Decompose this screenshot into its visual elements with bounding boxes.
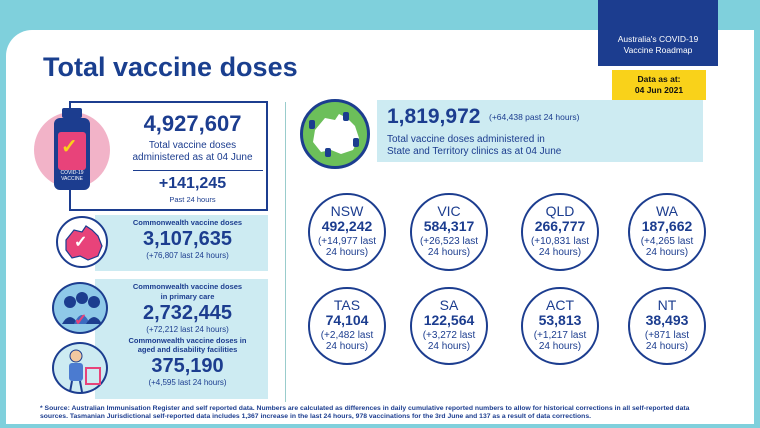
state-value: 74,104 — [325, 312, 369, 328]
state-delta-line1: (+14,977 last — [317, 235, 377, 247]
commonwealth-doses-sub: (+76,807 last 24 hours) — [146, 250, 229, 260]
state-delta-line2: 24 hours) — [325, 341, 369, 353]
state-delta-line2: 24 hours) — [538, 247, 582, 259]
state-delta — [523, 330, 597, 353]
state-value: 584,317 — [423, 218, 475, 234]
state-delta — [630, 236, 704, 259]
state-value: 53,813 — [538, 312, 582, 328]
aged-care-sub: (+4,595 last 24 hours) — [148, 378, 227, 387]
state-circle-sa — [410, 287, 488, 365]
state-delta-line2: 24 hours) — [538, 341, 582, 353]
state-circle-qld — [521, 193, 599, 271]
total-doses-value: 4,927,607 — [143, 111, 242, 136]
commonwealth-doses-box — [95, 215, 268, 271]
total-doses-increase: +141,245 — [158, 175, 227, 192]
state-clinic-doses-value: 1,819,972 — [387, 105, 481, 128]
data-as-badge — [612, 70, 706, 100]
state-value: 187,662 — [641, 218, 693, 234]
state-delta — [310, 330, 384, 353]
state-circle-wa — [628, 193, 706, 271]
total-doses-increase-label: Past 24 hours — [169, 195, 216, 204]
aged-care-value: 375,190 — [151, 355, 224, 377]
state-delta-line2: 24 hours) — [645, 341, 689, 353]
state-delta — [412, 330, 486, 353]
aged-person-icon — [52, 342, 108, 394]
state-delta — [630, 330, 704, 353]
roadmap-badge — [598, 0, 718, 66]
state-delta-line1: (+1,217 last — [533, 329, 587, 341]
state-clinic-doses-desc-line1: Total vaccine doses administered in — [387, 134, 545, 145]
state-code: TAS — [333, 297, 361, 313]
data-as-date: 04 Jun 2021 — [634, 85, 684, 96]
state-value: 492,242 — [321, 218, 373, 234]
state-circle-nsw — [308, 193, 386, 271]
state-circle-vic — [410, 193, 488, 271]
state-delta-line1: (+4,265 last — [640, 235, 694, 247]
primary-care-header-line2: in primary care — [160, 291, 215, 301]
state-clinic-doses-desc-line2: State and Territory clinics as at 04 June — [387, 146, 562, 157]
total-doses-label-line2: administered as at 04 June — [132, 152, 253, 163]
state-circle-act — [521, 287, 599, 365]
state-delta-line2: 24 hours) — [427, 341, 471, 353]
state-delta-line1: (+871 last — [644, 329, 690, 341]
primary-care-doses-box — [95, 279, 268, 399]
state-value: 266,777 — [534, 218, 586, 234]
clinic-map-icon — [300, 99, 370, 169]
footnote-line1: * Source: Australian Immunisation Register and self reported data. Numbers are calculated as differences in daily cumulative reported numbers to allow for historical corrections in all self-reported data — [40, 405, 690, 412]
state-delta-line1: (+26,523 last — [419, 235, 479, 247]
state-clinic-doses-past: (+64,438 past 24 hours) — [489, 112, 580, 122]
state-code: ACT — [546, 297, 574, 313]
primary-care-sub: (+72,212 last 24 hours) — [146, 324, 229, 334]
footnote — [40, 405, 740, 421]
section-divider — [285, 102, 286, 402]
state-delta — [523, 236, 597, 259]
state-delta — [412, 236, 486, 259]
state-code: VIC — [437, 203, 461, 219]
aged-care-header-line1: Commonwealth vaccine doses in — [128, 335, 247, 345]
state-delta-line1: (+3,272 last — [422, 329, 476, 341]
state-value: 38,493 — [645, 312, 689, 328]
vial-text — [52, 171, 92, 182]
page-title: Total vaccine doses — [43, 52, 298, 82]
state-value: 122,564 — [423, 312, 475, 328]
state-delta-line2: 24 hours) — [645, 247, 689, 259]
state-code: NT — [657, 297, 677, 313]
state-delta-line2: 24 hours) — [427, 247, 471, 259]
commonwealth-doses-header: Commonwealth vaccine doses — [132, 218, 243, 227]
state-code: WA — [655, 203, 679, 219]
primary-care-header-line1: Commonwealth vaccine doses — [132, 282, 243, 291]
state-code: QLD — [545, 203, 575, 219]
state-circle-tas — [308, 287, 386, 365]
vial-text-line1: COVID-19 — [60, 170, 84, 176]
vaccine-vial-icon: ✓ COVID-19 VACCINE — [52, 108, 92, 190]
state-clinic-doses-desc — [387, 134, 561, 158]
state-delta — [310, 236, 384, 259]
state-delta-line2: 24 hours) — [325, 247, 369, 259]
aged-care-header-line2: aged and disability facilities — [137, 345, 238, 355]
state-code: SA — [439, 297, 459, 313]
aged-care-header — [95, 336, 268, 356]
state-circle-nt — [628, 287, 706, 365]
roadmap-line1: Australia's COVID-19 — [617, 34, 699, 44]
state-delta-line1: (+2,482 last — [320, 329, 374, 341]
state-clinic-doses-box — [377, 100, 703, 162]
vial-text-line2: VACCINE — [61, 175, 83, 182]
commonwealth-doses-value: 3,107,635 — [143, 227, 232, 250]
total-doses-divider — [133, 170, 263, 171]
footnote-line2: sources. Tasmanian Jurisdictional self-reported data includes 1,367 increase in the last 24 hours, 978 vaccinations for the 3rd June and 137 as a result of data corrections. — [40, 413, 591, 421]
state-delta-line1: (+10,831 last — [530, 235, 590, 247]
primary-care-value: 2,732,445 — [143, 301, 232, 324]
australia-map-icon: ✓ — [56, 216, 108, 268]
primary-care-header — [95, 282, 268, 302]
people-group-icon: ✓ — [52, 282, 108, 334]
roadmap-line2: Vaccine Roadmap — [623, 44, 693, 55]
data-as-label: Data as at: — [637, 74, 681, 84]
total-doses-label-line1: Total vaccine doses — [148, 140, 237, 151]
state-code: NSW — [330, 203, 364, 219]
